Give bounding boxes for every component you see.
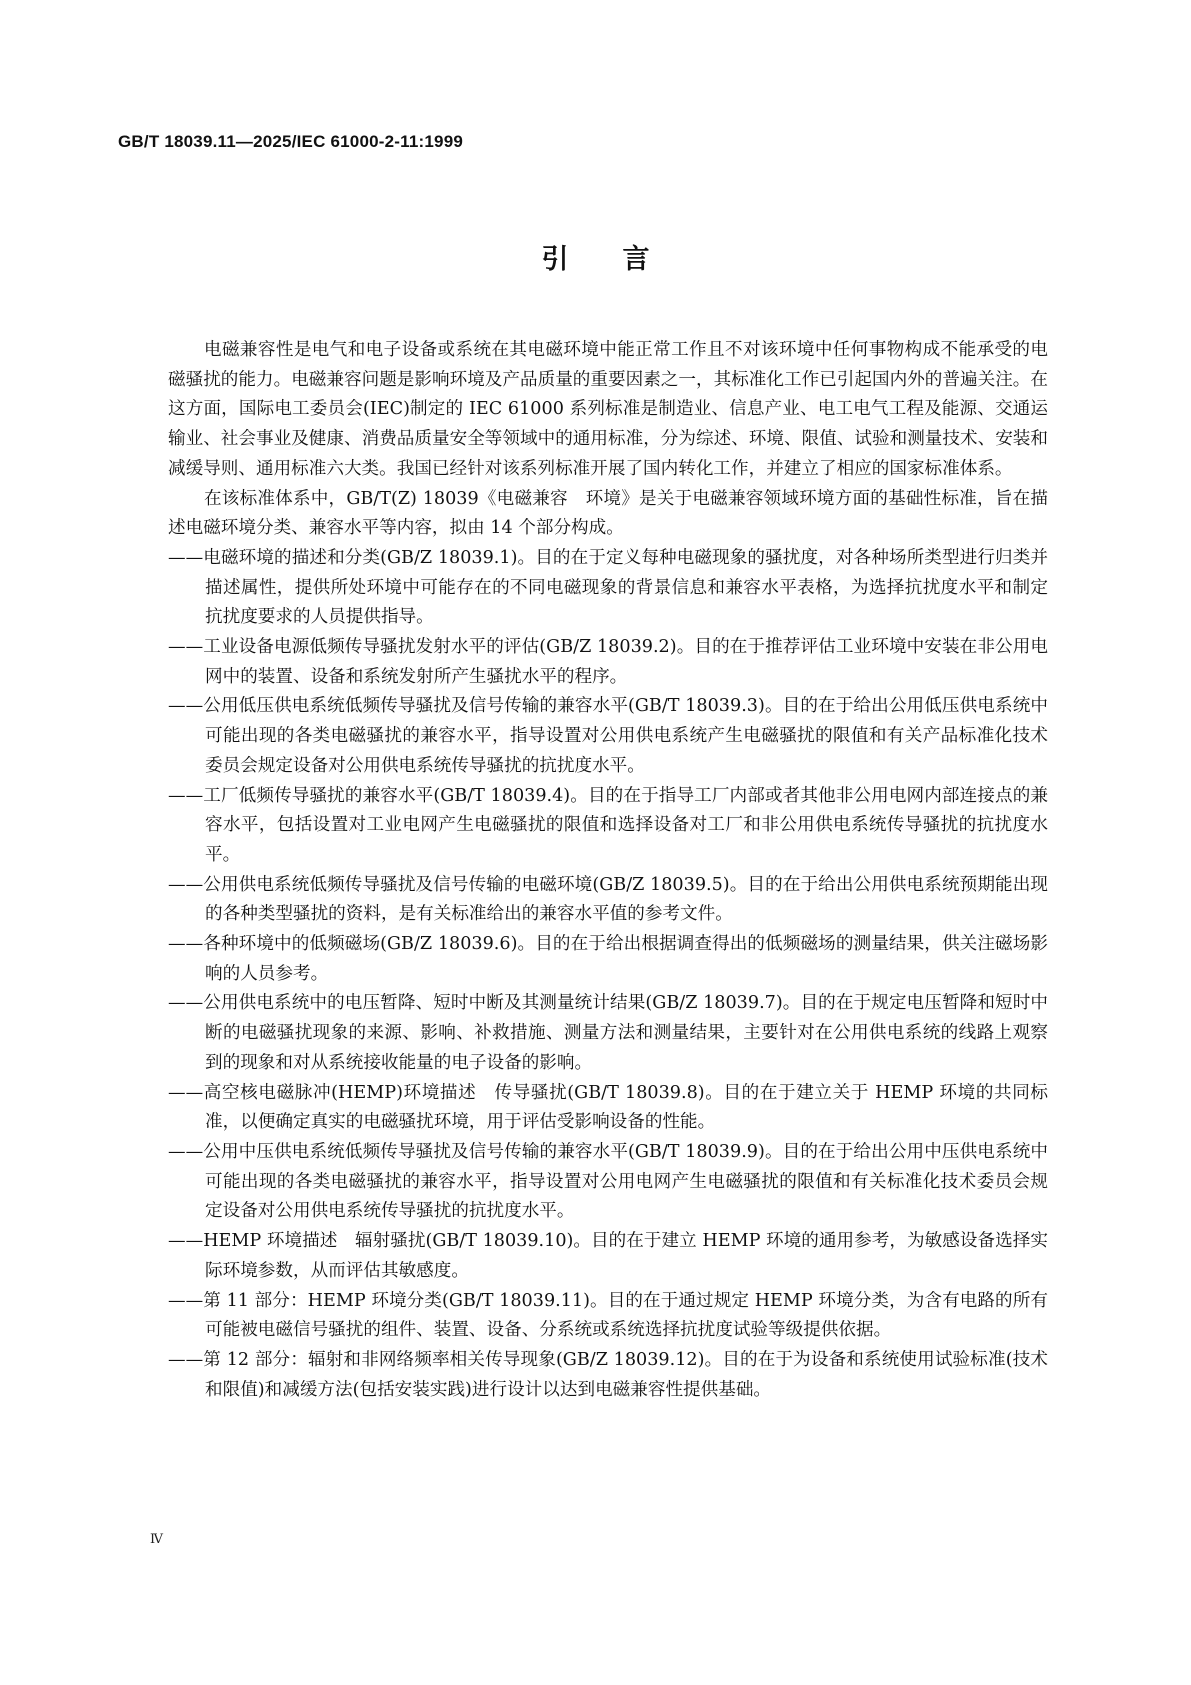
document-body	[168, 336, 1048, 1405]
intro-paragraph-1: 电磁兼容性是电气和电子设备或系统在其电磁环境中能正常工作且不对该环境中任何事物构成不能承受的电磁骚扰的能力。电磁兼容问题是影响环境及产品质量的重要因素之一，其标准化工作已引起国内外的普遍关注。在这方面，国际电工委员会(IEC)制定的 IEC 61000 系列标准是制造业、信息产业、电工电气工程及能源、交通运输业、社会事业及健康、消费品质量安全等领域中的通用标准，分为综述、环境、限值、试验和测量技术、安装和减缓导则、通用标准六大类。我国已经针对该系列标准开展了国内转化工作，并建立了相应的国家标准体系。	[168, 340, 1048, 479]
part-item-1: ——电磁环境的描述和分类(GB/Z 18039.1)。目的在于定义每种电磁现象的骚扰度，对各种场所类型进行归类并描述属性，提供所处环境中可能存在的不同电磁现象的背景信息和兼容水平表格，为选择抗扰度水平和制定抗扰度要求的人员提供指导。	[168, 547, 1048, 628]
part-item-10: ——HEMP 环境描述 辐射骚扰(GB/T 18039.10)。目的在于建立 HEMP 环境的通用参考，为敏感设备选择实际环境参数，从而评估其敏感度。	[168, 1231, 1048, 1281]
part-item-12: ——第 12 部分：辐射和非网络频率相关传导现象(GB/Z 18039.12)。目的在于为设备和系统使用试验标准(技术和限值)和减缓方法(包括安装实践)进行设计以达到电磁兼容性提供基础。	[168, 1349, 1048, 1400]
section-title: 引言	[541, 244, 704, 275]
part-item-7: ——公用供电系统中的电压暂降、短时中断及其测量统计结果(GB/Z 18039.7)。目的在于规定电压暂降和短时中断的电磁骚扰现象的来源、影响、补救措施、测量方法和测量结果，主要针对在公用供电系统的线路上观察到的现象和对从系统接收能量的电子设备的影响。	[168, 993, 1048, 1073]
part-item-9: ——公用中压供电系统低频传导骚扰及信号传输的兼容水平(GB/T 18039.9)。目的在于给出公用中压供电系统中可能出现的各类电磁骚扰的兼容水平，指导设置对公用电网产生电磁骚扰的限值和有关标准化技术委员会规定设备对公用供电系统传导骚扰的抗扰度水平。	[168, 1141, 1048, 1222]
part-item-4: ——工厂低频传导骚扰的兼容水平(GB/T 18039.4)。目的在于指导工厂内部或者其他非公用电网内部连接点的兼容水平，包括设置对工业电网产生电磁骚扰的限值和选择设备对工厂和非公用供电系统传导骚扰的抗扰度水平。	[168, 785, 1048, 865]
standard-number-header: GB/T 18039.11—2025/IEC 61000-2-11:1999	[118, 132, 464, 151]
intro-paragraph-2: 在该标准体系中，GB/T(Z) 18039《电磁兼容 环境》是关于电磁兼容领域环境方面的基础性标准，旨在描述电磁环境分类、兼容水平等内容，拟由 14 个部分构成。	[168, 488, 1048, 539]
part-item-8: ——高空核电磁脉冲(HEMP)环境描述 传导骚扰(GB/T 18039.8)。目的在于建立关于 HEMP 环境的共同标准，以便确定真实的电磁骚扰环境，用于评估受影响设备的性能。	[168, 1082, 1048, 1133]
part-item-2: ——工业设备电源低频传导骚扰发射水平的评估(GB/Z 18039.2)。目的在于推荐评估工业环境中安装在非公用电网中的装置、设备和系统发射所产生骚扰水平的程序。	[168, 637, 1048, 687]
part-item-5: ——公用供电系统低频传导骚扰及信号传输的电磁环境(GB/Z 18039.5)。目的在于给出公用供电系统预期能出现的各种类型骚扰的资料，是有关标准给出的兼容水平值的参考文件。	[168, 874, 1048, 925]
page-number: Ⅳ	[150, 1532, 163, 1547]
part-item-11: ——第 11 部分：HEMP 环境分类(GB/T 18039.11)。目的在于通过规定 HEMP 环境分类，为含有电路的所有可能被电磁信号骚扰的组件、装置、设备、分系统或系统选择抗扰度试验等级提供依据。	[168, 1290, 1048, 1341]
part-item-6: ——各种环境中的低频磁场(GB/Z 18039.6)。目的在于给出根据调查得出的低频磁场的测量结果，供关注磁场影响的人员参考。	[168, 934, 1048, 984]
part-item-3: ——公用低压供电系统低频传导骚扰及信号传输的兼容水平(GB/T 18039.3)。目的在于给出公用低压供电系统中可能出现的各类电磁骚扰的兼容水平，指导设置对公用供电系统产生电磁骚扰的限值和有关产品标准化技术委员会规定设备对公用供电系统传导骚扰的抗扰度水平。	[168, 696, 1048, 776]
